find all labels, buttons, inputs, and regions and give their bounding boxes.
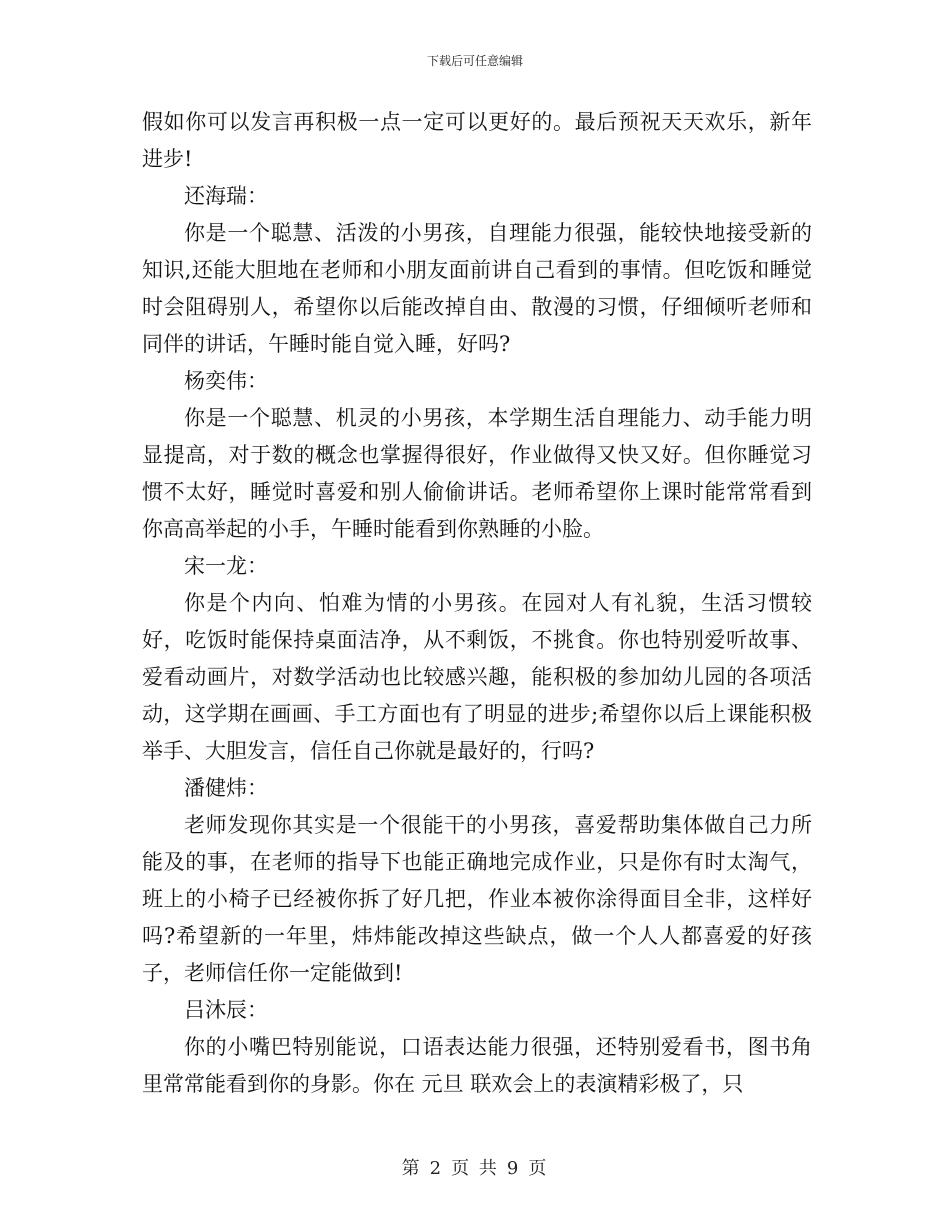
comment-paragraph: 你是一个聪慧、活泼的小男孩，自理能力很强，能较快地接受新的知识,还能大胆地在老师和小朋友面前讲自己看到的事情。但吃饭和睡觉时会阻碍别人，希望你以后能改掉自由、散漫的习惯，仔细倾听老师和同伴的讲话，午睡时能自觉入睡，好吗? — [142, 221, 812, 356]
comment-paragraph: 老师发现你其实是一个很能干的小男孩，喜爱帮助集体做自己力所能及的事，在老师的指导下也能正确地完成作业，只是你有时太淘气，班上的小椅子已经被你拆了好几把，作业本被你涂得面目全非，这样好吗?希望新的一年里，炜炜能改掉这些缺点，做一个人人都喜爱的好孩子，老师信任你一定能做到! — [142, 813, 812, 985]
comment-paragraph: 你是个内向、怕难为情的小男孩。在园对人有礼貌，生活习惯较好，吃饭时能保持桌面洁净，从不剩饭，不挑食。你也特别爱听故事、爱看动画片，对数学活动也比较感兴趣，能积极的参加幼儿园的各项活动，这学期在画画、手工方面也有了明显的进步;希望你以后上课能积极举手、大胆发言，信任自己你就是最好的，行吗? — [142, 591, 812, 763]
footer-suffix: 页 — [528, 1158, 549, 1179]
student-name: 还海瑞： — [184, 184, 268, 208]
student-name: 杨奕伟： — [184, 369, 268, 393]
document-body — [142, 104, 812, 1103]
student-name: 潘健炜： — [184, 776, 268, 800]
student-name: 宋一龙： — [184, 554, 268, 578]
footer-middle: 页 共 — [451, 1158, 499, 1179]
total-pages-number: 9 — [506, 1158, 521, 1179]
page-footer — [0, 1154, 950, 1180]
student-name: 吕沐辰： — [184, 998, 268, 1022]
comment-paragraph: 你的小嘴巴特别能说，口语表达能力很强，还特别爱看书，图书角里常常能看到你的身影。你在 元旦 联欢会上的表演精彩极了，只 — [142, 1035, 812, 1096]
comment-paragraph: 你是一个聪慧、机灵的小男孩，本学期生活自理能力、动手能力明显提高，对于数的概念也掌握得很好，作业做得又快又好。但你睡觉习惯不太好，睡觉时喜爱和别人偷偷讲话。老师希望你上课时能常常看到你高高举起的小手，午睡时能看到你熟睡的小脸。 — [142, 406, 812, 541]
current-page-number: 2 — [429, 1158, 444, 1179]
footer-prefix: 第 — [401, 1158, 422, 1179]
intro-paragraph: 假如你可以发言再积极一点一定可以更好的。最后预祝天天欢乐，新年进步! — [142, 110, 812, 171]
page-header: 下载后可任意编辑 — [426, 54, 523, 68]
